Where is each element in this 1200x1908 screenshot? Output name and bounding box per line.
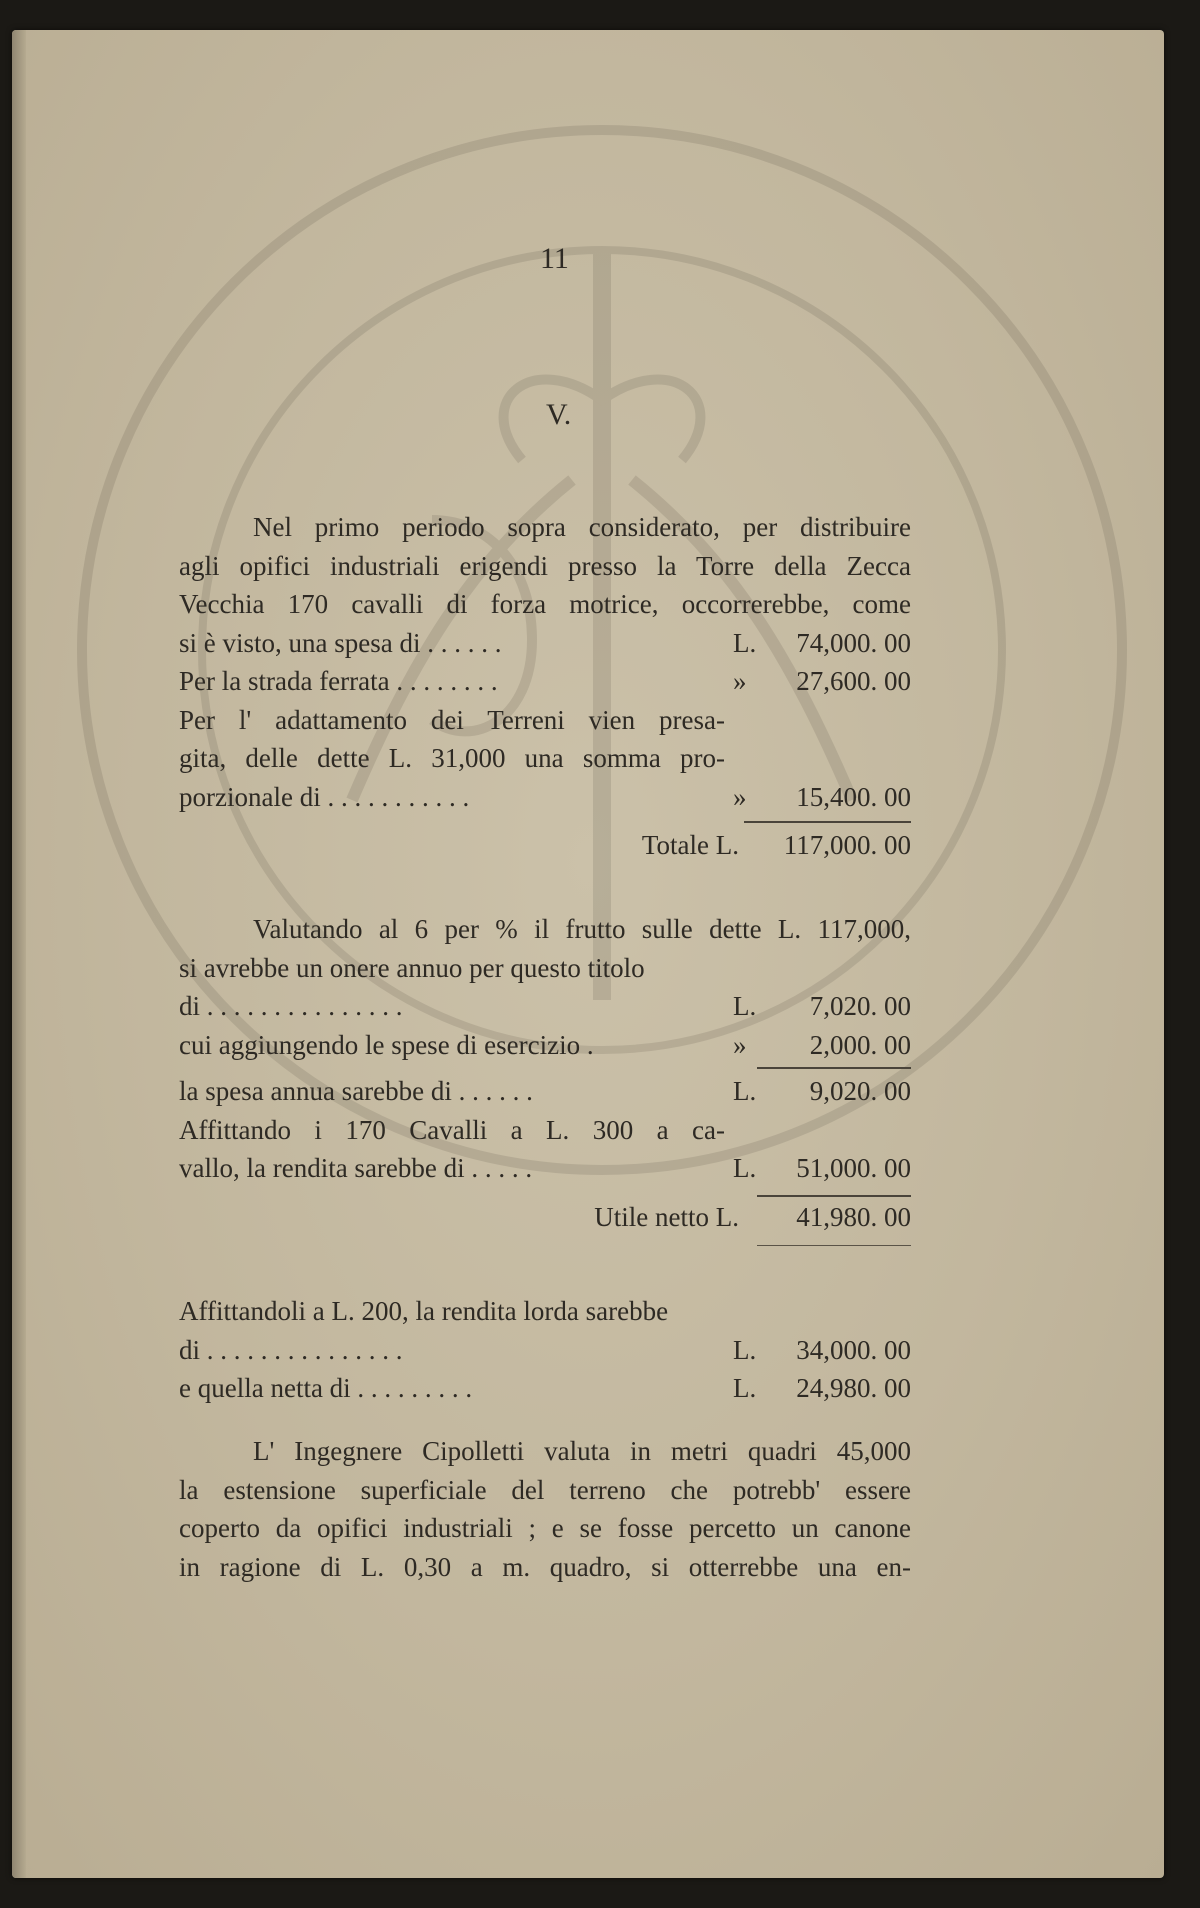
ledger-amount: 7,020. 00 — [809, 991, 911, 1021]
paragraph-line: si avrebbe un onere annuo per questo titolo — [179, 952, 645, 983]
ledger-amount: 74,000. 00 — [796, 627, 911, 658]
paragraph-line: Nel primo periodo sopra considerato, per distribuire — [253, 512, 911, 542]
ledger-currency: L. — [733, 991, 757, 1021]
ledger-currency: » — [733, 781, 747, 812]
ledger-currency: L. — [733, 627, 757, 658]
ledger-label: e quella netta di . . . . . . . . . — [179, 1373, 473, 1403]
total-amount: 117,000. 00 — [783, 830, 911, 860]
ledger-row — [179, 1331, 911, 1370]
paragraph-line: coperto da opifici industriali ; e se fosse percetto un canone — [179, 1513, 911, 1543]
sum-rule — [757, 1067, 911, 1069]
ledger-currency: » — [733, 1029, 747, 1060]
page-spine-shadow — [12, 30, 26, 1878]
page-number: 11 — [540, 242, 569, 275]
total-row — [179, 826, 911, 865]
net-label: Utile netto L. — [594, 1201, 739, 1232]
ledger-currency: L. — [733, 1373, 757, 1403]
ledger-amount: 51,000. 00 — [796, 1153, 911, 1183]
paragraph-line: agli opifici industriali erigendi presso la Torre della Zecca — [179, 550, 911, 581]
paragraph-line: la estensione superficiale del terreno che potrebb' essere — [179, 1474, 911, 1505]
ledger-row — [179, 1111, 911, 1150]
ledger-label: vallo, la rendita sarebbe di . . . . . — [179, 1153, 533, 1183]
section-4 — [179, 1432, 911, 1586]
ledger-row — [179, 1149, 911, 1188]
ledger-label: Per l' adattamento dei Terreni vien presa- — [179, 704, 725, 735]
ledger-amount: 24,980. 00 — [796, 1373, 911, 1403]
section-3 — [179, 1292, 911, 1408]
ledger-label: Per la strada ferrata . . . . . . . . — [179, 666, 498, 696]
ledger-label: di . . . . . . . . . . . . . . . — [179, 991, 403, 1021]
sum-rule — [757, 1195, 911, 1197]
ledger-label: gita, delle dette L. 31,000 una somma pro- — [179, 743, 725, 773]
sum-rule — [744, 821, 911, 823]
ledger-currency: » — [733, 666, 747, 696]
ledger-row — [179, 987, 911, 1026]
ledger-label: di . . . . . . . . . . . . . . . — [179, 1334, 403, 1365]
paragraph-line: in ragione di L. 0,30 a m. quadro, si otterrebbe una en- — [179, 1551, 911, 1582]
paragraph-line: L' Ingegnere Cipolletti valuta in metri quadri 45,000 — [253, 1436, 911, 1466]
ledger-row — [179, 1369, 911, 1408]
section-2 — [179, 910, 911, 1236]
ledger-amount: 34,000. 00 — [796, 1334, 911, 1365]
ledger-amount: 27,600. 00 — [796, 666, 911, 696]
ledger-label: la spesa annua sarebbe di . . . . . . — [179, 1076, 533, 1106]
ledger-amount: 9,020. 00 — [809, 1076, 911, 1106]
total-label: Totale L. — [641, 830, 739, 860]
paragraph-line: Vecchia 170 cavalli di forza motrice, occorrerebbe, come — [179, 589, 911, 619]
ledger-row — [179, 1026, 911, 1065]
paragraph-line: Valutando al 6 per % il frutto sulle dette L. 117,000, — [253, 914, 911, 944]
ledger-label: cui aggiungendo le spese di esercizio . — [179, 1029, 594, 1060]
ledger-currency: L. — [733, 1076, 757, 1106]
net-row — [179, 1198, 911, 1237]
ledger-row — [179, 701, 911, 740]
ledger-amount: 15,400. 00 — [796, 781, 911, 812]
ledger-label: porzionale di . . . . . . . . . . . — [179, 781, 470, 812]
ledger-label: si è visto, una spesa di . . . . . . — [179, 627, 502, 658]
section-1 — [179, 508, 911, 865]
ledger-currency: L. — [733, 1334, 757, 1365]
section-heading: V. — [546, 398, 572, 431]
ledger-amount: 2,000. 00 — [809, 1029, 911, 1060]
paragraph-line: Affittandoli a L. 200, la rendita lorda sarebbe — [179, 1296, 669, 1326]
ledger-row — [179, 778, 911, 817]
ledger-row — [179, 624, 911, 663]
net-amount: 41,980. 00 — [796, 1201, 911, 1232]
ledger-row — [179, 739, 911, 778]
sum-rule — [757, 1245, 911, 1246]
book-page — [12, 30, 1164, 1878]
ledger-row — [179, 662, 911, 701]
ledger-currency: L. — [733, 1153, 757, 1183]
ledger-label: Affittando i 170 Cavalli a L. 300 a ca- — [179, 1114, 725, 1145]
ledger-row — [179, 1072, 911, 1111]
